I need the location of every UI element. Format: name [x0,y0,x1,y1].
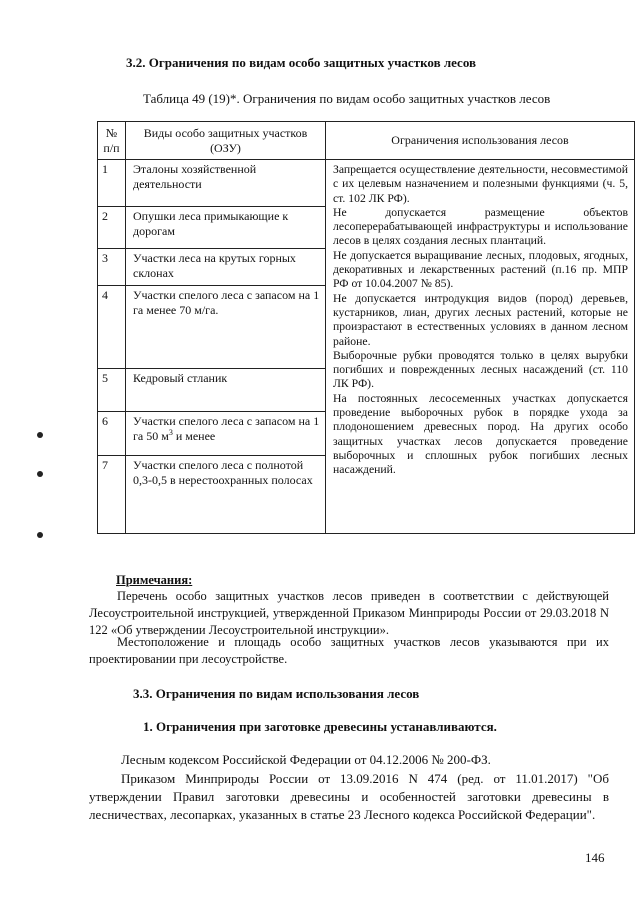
subsection-heading: 1. Ограничения при заготовке древесины устанавливаются. [143,719,497,734]
header-kind: Виды особо защитных участков (ОЗУ) [126,122,326,160]
restriction-text: Запрещается осуществление деятельности, несовместимой с их целевым назначением и полезными функциями (ч. 5, ст. 102 ЛК РФ). [333,163,628,205]
row-kind: Кедровый стланик [126,369,326,412]
row-kind: Эталоны хозяйственной деятельности [126,160,326,207]
notes-title: Примечания: [116,573,193,587]
binding-hole-dot [37,532,43,538]
header-num: № п/п [98,122,126,160]
row-kind: Участки спелого леса с запасом на 1 га менее 70 м/га. [126,286,326,369]
row-num: 6 [98,412,126,456]
header-restrictions: Ограничения использования лесов [326,122,635,160]
table-row [98,160,635,207]
kind-superscript: 3 [168,427,173,437]
page-number: 146 [585,850,605,865]
restriction-text: Не допускается размещение объектов лесоперерабатывающей инфраструктуры и использование лесов в целях создания лесных плантаций. [333,205,628,248]
notes-paragraph: Перечень особо защитных участков лесов приведен в соответствии с действующей Лесоустроительной инструкцией, утвержденной Приказом Минприроды России от 29.03.2018 N 122 «Об утверждении Лесоустроительной инструкции». [89,589,609,637]
restriction-text: Выборочные рубки проводятся только в целях вырубки погибших и поврежденных лесных насаждений (ст. 110 ЛК РФ). [333,348,628,391]
row-kind: Участки леса на крутых горных склонах [126,249,326,286]
ozu-restrictions-table [97,121,635,534]
binding-hole-dot [37,432,43,438]
notes-paragraph: Местоположение и площадь особо защитных участков лесов указываются при их проектировании при лесоустройстве. [89,635,609,666]
binding-hole-dot [37,471,43,477]
row-kind [126,412,326,456]
table-header-row [98,122,635,160]
row-num: 7 [98,456,126,534]
restriction-text: Не допускается интродукция видов (пород) деревьев, кустарников, лиан, других лесных растений, которые не произрастают в естественных условиях в данном лесном районе. [333,291,628,348]
section-heading: 3.2. Ограничения по видам особо защитных участков лесов [126,55,477,70]
body-paragraph: Приказом Минприроды России от 13.09.2016 N 474 (ред. от 11.01.2017) "Об утверждении Правил заготовки древесины и особенностей заготовки древесины в лесничествах, лесопарках, указанных в статье 23 Лесного кодекса Российской Федерации". [89,771,609,822]
row-num: 2 [98,207,126,249]
row-num: 3 [98,249,126,286]
restriction-text: Не допускается выращивание лесных, плодовых, ягодных, декоративных и лекарственных растений (п.16 пр. МПР РФ от 10.04.2007 № 85). [333,248,628,291]
row-num: 1 [98,160,126,207]
restrictions-cell [326,160,635,534]
kind-text: и менее [172,428,216,443]
row-kind: Опушки леса примыкающие к дорогам [126,207,326,249]
section-heading: 3.3. Ограничения по видам использования лесов [133,686,420,701]
row-num: 4 [98,286,126,369]
kind-text: Участки спелого леса с запасом на 1 га 50 м [133,414,320,443]
row-kind: Участки спелого леса с полнотой 0,3-0,5 в нерестоохранных полосах [126,456,326,534]
restriction-text: На постоянных лесосеменных участках допускается проведение выборочных рубок в порядке ухода за плодоношением древесных пород. На других особо защитных участках лесов допускается проведение выборочных и сплошных рубок погибших лесных насаждений. [333,391,628,477]
table-caption: Таблица 49 (19)*. Ограничения по видам особо защитных участков лесов [143,91,551,106]
body-paragraph: Лесным кодексом Российской Федерации от 04.12.2006 № 200-ФЗ. [121,752,491,767]
row-num: 5 [98,369,126,412]
